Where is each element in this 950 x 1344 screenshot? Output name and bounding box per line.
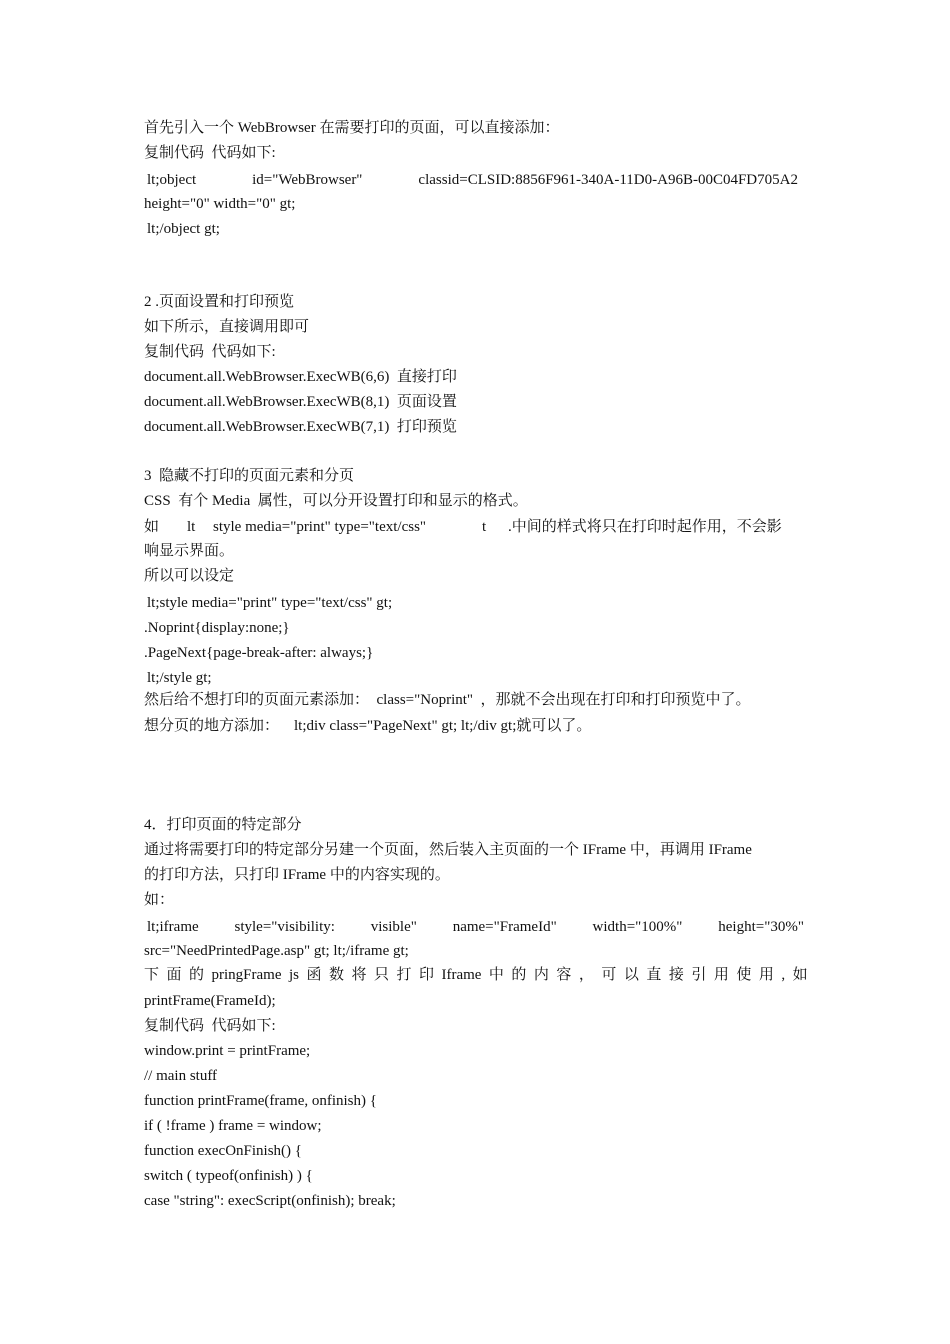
paragraph: 然后给不想打印的页面元素添加： class="Noprint" ，那就不会出现在打印和打印预览中了。 (144, 692, 751, 708)
text-token: js (288, 967, 299, 983)
code-line: if ( !frame ) frame = window; (144, 1118, 322, 1134)
code-line: // main stuff (144, 1068, 218, 1084)
code-line (147, 917, 804, 937)
text-token: ， (578, 967, 594, 983)
text-token: 函 (306, 967, 322, 983)
text-token: 的 (189, 967, 205, 983)
section-heading: 2 .页面设置和打印预览 (144, 294, 295, 310)
copy-code-label: 复制代码 代码如下: (144, 145, 276, 161)
text-token: 只 (373, 967, 389, 983)
code-token: style="visibility: (234, 919, 335, 935)
text-token: Iframe (441, 967, 482, 983)
code-token: id="WebBrowser" (252, 172, 363, 188)
code-line: lt;style media="print" type="text/css" gt; (147, 595, 393, 611)
code-token: visible" (370, 919, 417, 935)
text-token: 用 (758, 967, 774, 983)
code-line: lt;/object gt; (147, 221, 220, 237)
code-line: lt;/style gt; (147, 670, 212, 686)
code-line: printFrame(FrameId); (144, 993, 276, 1009)
text-token: pringFrame (211, 967, 282, 983)
text-token: 将 (351, 967, 367, 983)
section-heading: 3 隐藏不打印的页面元素和分页 (144, 468, 355, 484)
paragraph: 通过将需要打印的特定部分另建一个页面，然后装入主页面的一个 IFrame 中，再调用 IFrame (144, 842, 752, 858)
code-line: .PageNext{page-break-after: always;} (144, 645, 374, 661)
code-line (147, 170, 798, 190)
text-token: 接 (668, 967, 684, 983)
text-token: 打 (396, 967, 412, 983)
text-token: , (781, 967, 786, 983)
copy-code-label: 复制代码 代码如下: (144, 1018, 276, 1034)
text-token: 容 (556, 967, 572, 983)
code-line: src="NeedPrintedPage.asp" gt; lt;/iframe gt; (144, 943, 409, 959)
code-token: t (482, 519, 487, 535)
code-token: width="100%" (592, 919, 683, 935)
code-line: document.all.WebBrowser.ExecWB(8,1) 页面设置 (144, 394, 457, 410)
text-token: 面 (166, 967, 182, 983)
section-heading: 4．打印页面的特定部分 (144, 817, 302, 833)
code-token: lt (187, 519, 196, 535)
paragraph (144, 965, 808, 985)
code-token: height="30%" (718, 919, 804, 935)
paragraph: 所以可以设定 (144, 568, 235, 584)
text-token: 用 (713, 967, 729, 983)
intro-text: 首先引入一个 WebBrowser 在需要打印的页面，可以直接添加： (144, 120, 560, 136)
code-line: document.all.WebBrowser.ExecWB(6,6) 直接打印 (144, 369, 457, 385)
text-token: 使 (736, 967, 752, 983)
text-token: 可 (601, 967, 617, 983)
code-line: switch ( typeof(onfinish) ) { (144, 1168, 313, 1184)
code-token: lt;iframe (147, 919, 199, 935)
code-line: document.all.WebBrowser.ExecWB(7,1) 打印预览 (144, 419, 457, 435)
code-line: function execOnFinish() { (144, 1143, 302, 1159)
text-token: 引 (691, 967, 707, 983)
text-token: 下 (144, 967, 160, 983)
code-line: height="0" width="0" gt; (144, 196, 296, 212)
text-token: 内 (533, 967, 549, 983)
copy-code-label: 复制代码 代码如下: (144, 344, 276, 360)
paragraph: 的打印方法，只打印 IFrame 中的内容实现的。 (144, 867, 450, 883)
code-line: window.print = printFrame; (144, 1043, 311, 1059)
code-line: function printFrame(frame, onfinish) { (144, 1093, 377, 1109)
text-token: 数 (328, 967, 344, 983)
code-token: classid=CLSID:8856F961-340A-11D0-A96B-00C04FD705A2 (418, 172, 798, 188)
paragraph: .中间的样式将只在打印时起作用，不会影 (508, 519, 782, 535)
text-token: 直 (646, 967, 662, 983)
paragraph: 如 (144, 519, 160, 535)
paragraph: 想分页的地方添加： lt;div class="PageNext" gt; lt;/div gt;就可以了。 (144, 718, 592, 734)
text-token: 的 (511, 967, 527, 983)
code-token: name="FrameId" (452, 919, 557, 935)
text-token: 以 (623, 967, 639, 983)
code-line: .Noprint{display:none;} (144, 620, 290, 636)
text-token: 如 (792, 967, 808, 983)
code-token: lt;object (147, 172, 197, 188)
code-token: style media="print" type="text/css" (213, 519, 427, 535)
paragraph: 如下所示，直接调用即可 (144, 319, 310, 335)
text-token: 中 (488, 967, 504, 983)
code-line: case "string": execScript(onfinish); break; (144, 1193, 396, 1209)
paragraph: 响显示界面。 (144, 543, 235, 559)
paragraph: CSS 有个 Media 属性，可以分开设置打印和显示的格式。 (144, 493, 528, 509)
text-token: 印 (418, 967, 434, 983)
paragraph: 如： (144, 892, 175, 908)
